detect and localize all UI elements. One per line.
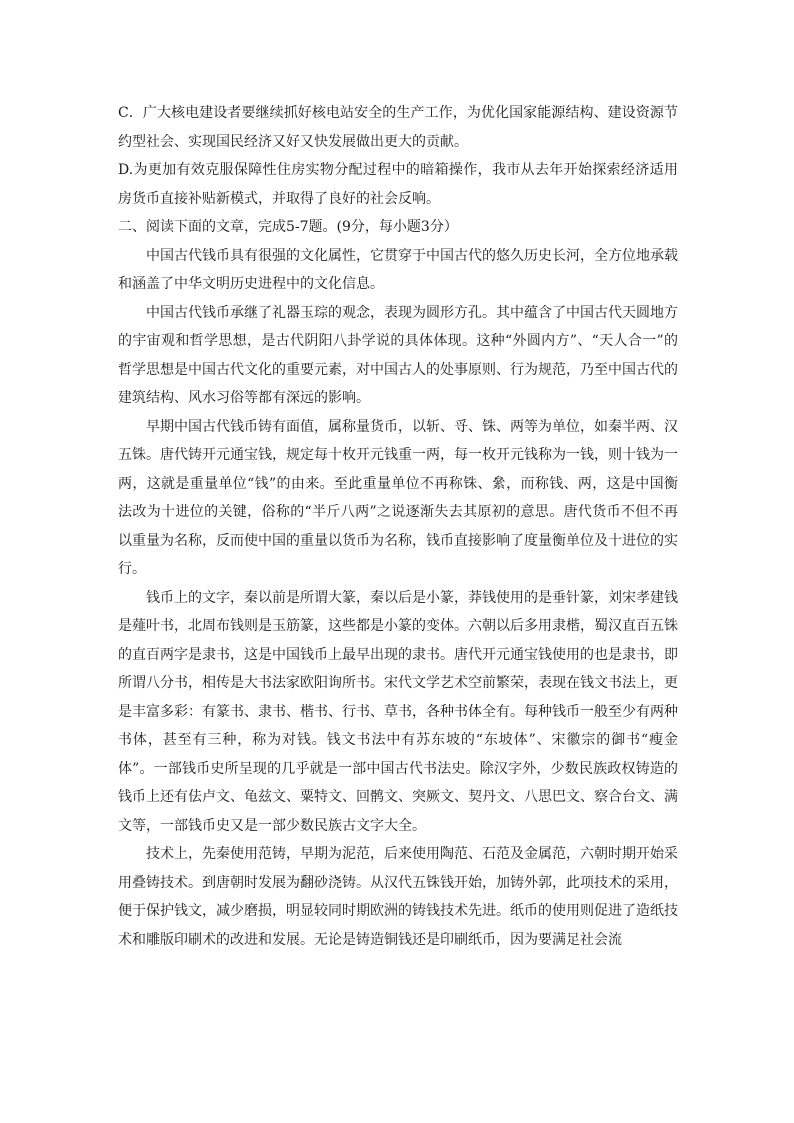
article-paragraph-calligraphy: 钱币上的文字，秦以前是所谓大篆，秦以后是小篆，莽钱使用的是垂针篆，刘宋孝建钱是薤叶书，北周布钱则是玉筋篆，这些都是小篆的变体。六朝以后多用隶楷，蜀汉直百五铢的直百两字是隶书，这是中国钱币上最早出现的隶书。唐代开元通宝钱使用的也是隶书，即所谓八分书，相传是大书法家欧阳询所书。宋代文学艺术空前繁荣，表现在钱文书法上，更是丰富多彩：有篆书、隶书、楷书、行书、草书，各种书体全有。每种钱币一般至少有两种书体，甚至有三种，称为对钱。钱文书法中有苏东坡的“东坡体”、宋徽宗的御书“瘦金体”。一部钱币史所呈现的几乎就是一部中国古代书法史。除汉字外，少数民族政权铸造的钱币上还有佉卢文、龟兹文、粟特文、回鹘文、突厥文、契丹文、八思巴文、察合台文、满文等，一部钱币史又是一部少数民族古文字大全。 (118, 589, 678, 834)
article-paragraph-shape: 中国古代钱币承继了礼器玉琮的观念，表现为圆形方孔。其中蕴含了中国古代天圆地方的宇宙观和哲学思想，是古代阴阳八卦学说的具体体现。这种“外圆内方”、“天人合一”的哲学思想是中国古代文化的重要元素，对中国古人的处事原则、行为规范，乃至中国古代的建筑结构、风水习俗等都有深远的影响。 (118, 304, 678, 406)
article-paragraph-technique: 技术上，先秦使用范铸，早期为泥范，后来使用陶范、石范及金属范，六朝时期开始采用叠铸技术。到唐朝时发展为翻砂浇铸。从汉代五铢钱开始，加铸外郭，此项技术的采用，便于保护钱文，减少磨损，明显较同时期欧洲的铸钱技术先进。纸币的使用则促进了造纸技术和雕版印刷术的改进和发展。无论是铸造铜钱还是印刷纸币，因为要满足社会流 (118, 846, 678, 948)
article-paragraph-intro: 中国古代钱币具有很强的文化属性，它贯穿于中国古代的悠久历史长河，全方位地承载和涵盖了中华文明历史进程中的文化信息。 (118, 247, 678, 292)
document-body (118, 99, 678, 954)
option-d-paragraph: D.为更加有效克服保障性住房实物分配过程中的暗箱操作，我市从去年开始探索经济适用房货币直接补贴新模式，并取得了良好的社会反响。 (118, 162, 678, 207)
article-paragraph-weight: 早期中国古代钱币铸有面值，属称量货币，以斩、寽、铢、两等为单位，如秦半两、汉五铢。唐代铸开元通宝钱，规定每十枚开元钱重一两，每一枚开元钱称为一钱，则十钱为一两，这就是重量单位“钱”的由来。至此重量单位不再称铢、絫，而称钱、两，这是中国衡法改为十进位的关键，俗称的“半斤八两”之说逐渐失去其原初的意思。唐代货币不但不再以重量为名称，反而使中国的重量以货币为名称，钱币直接影响了度量衡单位及十进位的实行。 (118, 418, 678, 577)
section-heading: 二、阅读下面的文章，完成5-7题。(9分，每小题3分） (118, 219, 458, 235)
option-c-paragraph: C．广大核电建设者要继续抓好核电站安全的生产工作，为优化国家能源结构、建设资源节约型社会、实现国民经济又好又快发展做出更大的贡献。 (118, 105, 678, 150)
